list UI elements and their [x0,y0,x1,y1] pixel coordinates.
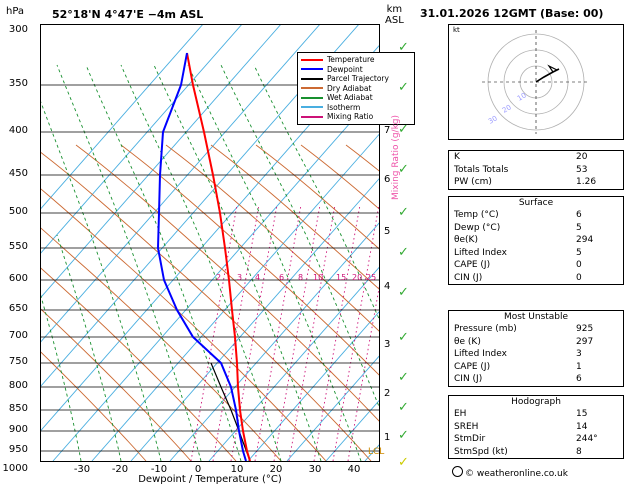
surface-value-cin: 0 [576,272,582,283]
mu-key-pressure: Pressure (mb) [454,324,517,334]
legend-swatch-mixing-ratio [301,116,323,118]
xtick-0: 0 [194,464,202,475]
surface-panel-header: Surface [518,198,554,208]
legend-label-dry-adiabat: Dry Adiabat [327,83,372,93]
hodograph-stats-header: Hodograph [511,397,561,407]
legend-label-wet-adiabat: Wet Adiabat [327,93,373,103]
surface-panel [448,196,624,285]
mu-row-cin [449,373,623,386]
index-row-k [449,151,623,164]
ytick-650: 650 [8,303,28,314]
ytick-750: 750 [8,356,28,367]
hodograph-chart [448,24,624,140]
mu-key-cape: CAPE (J) [454,361,491,372]
surface-value-thetae: 294 [576,235,594,245]
surface-value-dewp: 5 [576,222,582,233]
legend-swatch-dewpoint [301,68,323,70]
legend-swatch-dry-adiabat [301,87,323,89]
hodo-row-stmdir [449,433,623,446]
index-row-pw [449,176,623,189]
mu-key-cin: CIN (J) [454,374,483,384]
xtick--20: -20 [111,464,129,475]
legend-label-mixing-ratio: Mixing Ratio [327,112,374,122]
hodograph-stats-panel [448,395,624,459]
mu-row-li [449,348,623,361]
ytick-950: 950 [8,444,28,455]
xtick--10: -10 [150,464,168,475]
kmtick-3: 3 [384,339,391,350]
index-key-totals: Totals Totals [454,164,509,175]
hodo-key-sreh: SREH [454,421,479,432]
legend-label-isotherm: Isotherm [327,102,361,112]
wind-barb-12: ✓ [398,455,409,470]
wind-barb-10: ✓ [398,400,409,415]
wind-barb-1: ✓ [398,40,409,55]
wind-barb-6: ✓ [398,245,409,260]
ytick-450: 450 [8,168,28,179]
ytick-850: 850 [8,403,28,414]
wind-barb-4: ✓ [398,162,409,177]
surface-key-cin: CIN (J) [454,272,483,283]
index-key-pw: PW (cm) [454,177,492,187]
pressure-unit-label: hPa [6,6,25,17]
ytick-600: 600 [8,273,28,284]
surface-value-temp: 6 [576,210,582,220]
legend-swatch-parcel [301,78,323,80]
svg-text:30: 30 [487,114,499,126]
ytick-300: 300 [8,24,28,35]
most-unstable-header: Most Unstable [503,312,569,322]
surface-key-li: Lifted Index [454,247,507,258]
xtick-20: 20 [269,464,283,475]
surface-row-li [449,247,623,260]
surface-row-cape [449,259,623,272]
kmtick-5: 5 [384,226,391,237]
legend-item-isotherm [301,103,411,113]
xtick-10: 10 [230,464,244,475]
kmtick-7: 7 [384,125,391,136]
surface-value-li: 5 [576,247,582,258]
surface-row-thetae [449,234,623,247]
svg-text:10: 10 [516,91,528,103]
mixratio-label-20: 20 [352,273,363,282]
mu-row-cape [449,361,623,374]
xtick--30: -30 [73,464,91,475]
index-row-totals [449,164,623,177]
wind-barb-3: ✓ [398,122,409,137]
hodo-value-stmdir: 244° [576,434,598,444]
hodo-row-stmspd [449,446,623,459]
indices-panel [448,150,624,190]
hodo-key-stmspd: StmSpd (kt) [454,446,508,457]
mixing-ratio-axis-title: Mixing Ratio (g/kg) [391,114,401,200]
mixratio-label-10: 10 [313,273,324,282]
legend-swatch-isotherm [301,106,323,108]
mu-value-li: 3 [576,349,582,359]
hodo-key-eh: EH [454,409,467,419]
mixratio-label-15: 15 [336,273,347,282]
copyright-notice [452,466,568,479]
altitude-unit-label: km ASL [385,4,404,26]
surface-row-dewp [449,222,623,235]
wind-barb-7: ✓ [398,285,409,300]
index-key-k: K [454,152,460,162]
wind-barb-11: ✓ [398,428,409,443]
mixratio-label-3: 3 [237,273,243,282]
wind-barb-8: ✓ [398,330,409,345]
index-value-pw: 1.26 [576,177,597,187]
ytick-350: 350 [8,78,28,89]
xtick-30: 30 [308,464,322,475]
svg-text:20: 20 [501,103,513,115]
mu-row-pressure [449,323,623,336]
wind-barb-2: ✓ [398,80,409,95]
x-axis-title: Dewpoint / Temperature (°C) [138,474,282,485]
legend-label-temperature: Temperature [327,55,375,65]
copyright-text: © weatheronline.co.uk [465,469,568,479]
surface-key-thetae: θe(K) [454,235,478,245]
ytick-1000: 1000 [2,463,28,474]
hodo-row-eh [449,408,623,421]
hodograph-unit-label: kt [453,26,460,34]
legend-label-dewpoint: Dewpoint [327,64,363,74]
hodo-value-eh: 15 [576,409,588,419]
ytick-900: 900 [8,424,28,435]
globe-icon [452,466,463,477]
skewt-plot-area [40,24,389,462]
surface-key-temp: Temp (°C) [454,210,499,220]
kmtick-4: 4 [384,281,391,292]
hodograph-svg [449,25,623,139]
index-value-totals: 53 [576,164,588,175]
ytick-400: 400 [8,125,28,136]
hodo-value-sreh: 14 [576,421,588,432]
hodo-row-sreh [449,421,623,434]
surface-row-cin [449,272,623,285]
kmtick-1: 1 [384,432,391,443]
surface-key-dewp: Dewp (°C) [454,222,501,233]
ytick-500: 500 [8,206,28,217]
mixratio-label-2: 2 [216,273,222,282]
wind-barb-5: ✓ [398,205,409,220]
mu-value-cape: 1 [576,361,582,372]
mixratio-label-25: 25 [366,273,377,282]
legend-item-temperature [301,55,411,65]
mu-value-thetae: 297 [576,336,594,347]
hodo-value-stmspd: 8 [576,446,582,457]
hodo-key-stmdir: StmDir [454,434,486,444]
lcl-label: LCL [368,447,385,457]
most-unstable-panel [448,310,624,387]
mixratio-label-8: 8 [298,273,304,282]
ytick-550: 550 [8,241,28,252]
legend-swatch-temperature [301,59,323,61]
xtick-40: 40 [347,464,361,475]
mu-value-pressure: 925 [576,324,594,334]
surface-value-cape: 0 [576,260,582,270]
surface-key-cape: CAPE (J) [454,260,491,270]
kmtick-6: 6 [384,174,391,185]
station-title: 52°18'N 4°47'E −4m ASL [52,8,204,21]
mu-value-cin: 6 [576,374,582,384]
legend-swatch-wet-adiabat [301,97,323,99]
legend-item-dewpoint [301,65,411,75]
legend-item-parcel [301,74,411,84]
parcel-trajectory-line [211,363,250,461]
mu-key-li: Lifted Index [454,349,507,359]
ytick-700: 700 [8,330,28,341]
mixratio-label-6: 6 [279,273,285,282]
wind-barb-9: ✓ [398,370,409,385]
index-value-k: 20 [576,152,588,162]
legend-item-dry-adiabat [301,84,411,94]
kmtick-2: 2 [384,388,391,399]
mixratio-label-4: 4 [255,273,261,282]
ytick-800: 800 [8,380,28,391]
mu-row-thetae [449,336,623,349]
legend-item-wet-adiabat [301,93,411,103]
legend-label-parcel: Parcel Trajectory [327,74,389,84]
mu-key-thetae: θe (K) [454,336,481,347]
surface-row-temp [449,209,623,222]
forecast-date-title: 31.01.2026 12GMT (Base: 00) [420,7,604,20]
